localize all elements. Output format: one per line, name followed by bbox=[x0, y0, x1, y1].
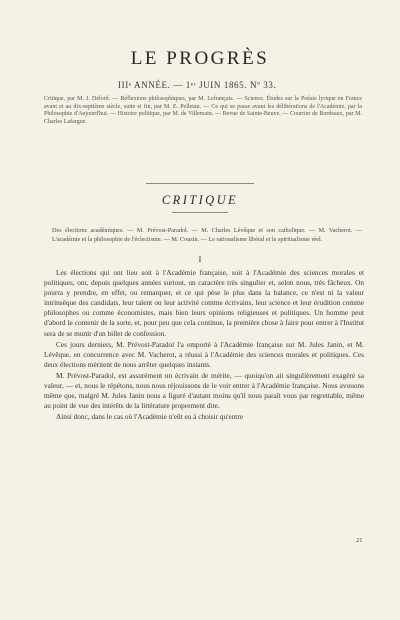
section-title: CRITIQUE bbox=[161, 193, 239, 207]
page-number: 21 bbox=[356, 537, 363, 544]
divider-top bbox=[146, 183, 254, 184]
journal-masthead: LE PROGRÈS bbox=[130, 48, 270, 69]
paragraph: Ces jours derniers, M. Prévost-Paradol l'a emporté à l'Académie française sur M. Jules Janin, et M. Lévêque, en concurrence avec M. Vacherot, a réussi à l'Académie des sciences morales et politiques. Ces deux élections méritent de nous arrêter quelques instants. bbox=[44, 339, 364, 369]
divider-bottom bbox=[172, 212, 228, 213]
issue-date-line: IIIᵉ ANNÉE. — 1ᵉʳ JUIN 1865. Nº 33. bbox=[118, 80, 277, 90]
article-summary: Des élections académiques. — M. Prévost-Paradol. — M. Charles Lévêque et son catholique. — M. Vacherot. — L'académie et la philosophie de l'éclectisme. — M. Cousin. — Le rationalisme libéral et le spiritualisme réel. bbox=[52, 227, 362, 243]
paragraph: Ainsi donc, dans le cas où l'Académie n'eût eu à choisir qu'entre bbox=[56, 412, 244, 422]
article-body bbox=[44, 268, 364, 423]
paragraph: M. Prévost-Paradol, est assurément un écrivain de mérite, — quoiqu'on ait singulièrement exagéré sa valeur, — et, nous le répétons, nous nous réjouissons de le voir entrer à l'Académie française. Nous avouons même que, malgré M. Jules Janin nous a figuré d'autant moins qu'il nous paraît vous par regrettable, même au point de vue des intérêts de la littérature proprement dite. bbox=[44, 370, 364, 411]
paragraph: Les élections qui ont lieu soit à l'Académie française, soit à l'Académie des sciences morales et politiques, ont, depuis quelques années surtout, un caractère très singulier et, selon nous, très fâcheux. On pourra y prendre, en effet, ou remarquer, et ce qui pèse le plus dans la balance, ce n'est ni la valeur intrinsèque des candidats, leur talent ou leur activité comme écrivains, leur science et leur érudition comme philosophes ou comme économistes, mais bien leurs opinions religieuses et politiques. Un homme peut d'abord le contenir de la sorte, et, pour peu que cela continue, la première chose à faire pour entrer à l'Institut sera de se munir d'un billet de confession. bbox=[44, 268, 364, 338]
chapter-numeral: I bbox=[198, 255, 202, 264]
contents-summary: Critique, par M. J. Delord. — Réflexions philosophiques, par M. Lefrançais. — Science. Études sur la Poésie lyrique en France avant et au dix-septième siècle, suite et fin, par M. E. Pelletan. — Ce qui se passe avant les délibérations de l'Académie, par la Philosophie d'Aujourd'hui. — Histoire politique, par M. de Villemain. — Revue de Sainte-Beuve. — Courrier de Bordeaux, par M. Charles Lafargue. bbox=[44, 96, 362, 125]
